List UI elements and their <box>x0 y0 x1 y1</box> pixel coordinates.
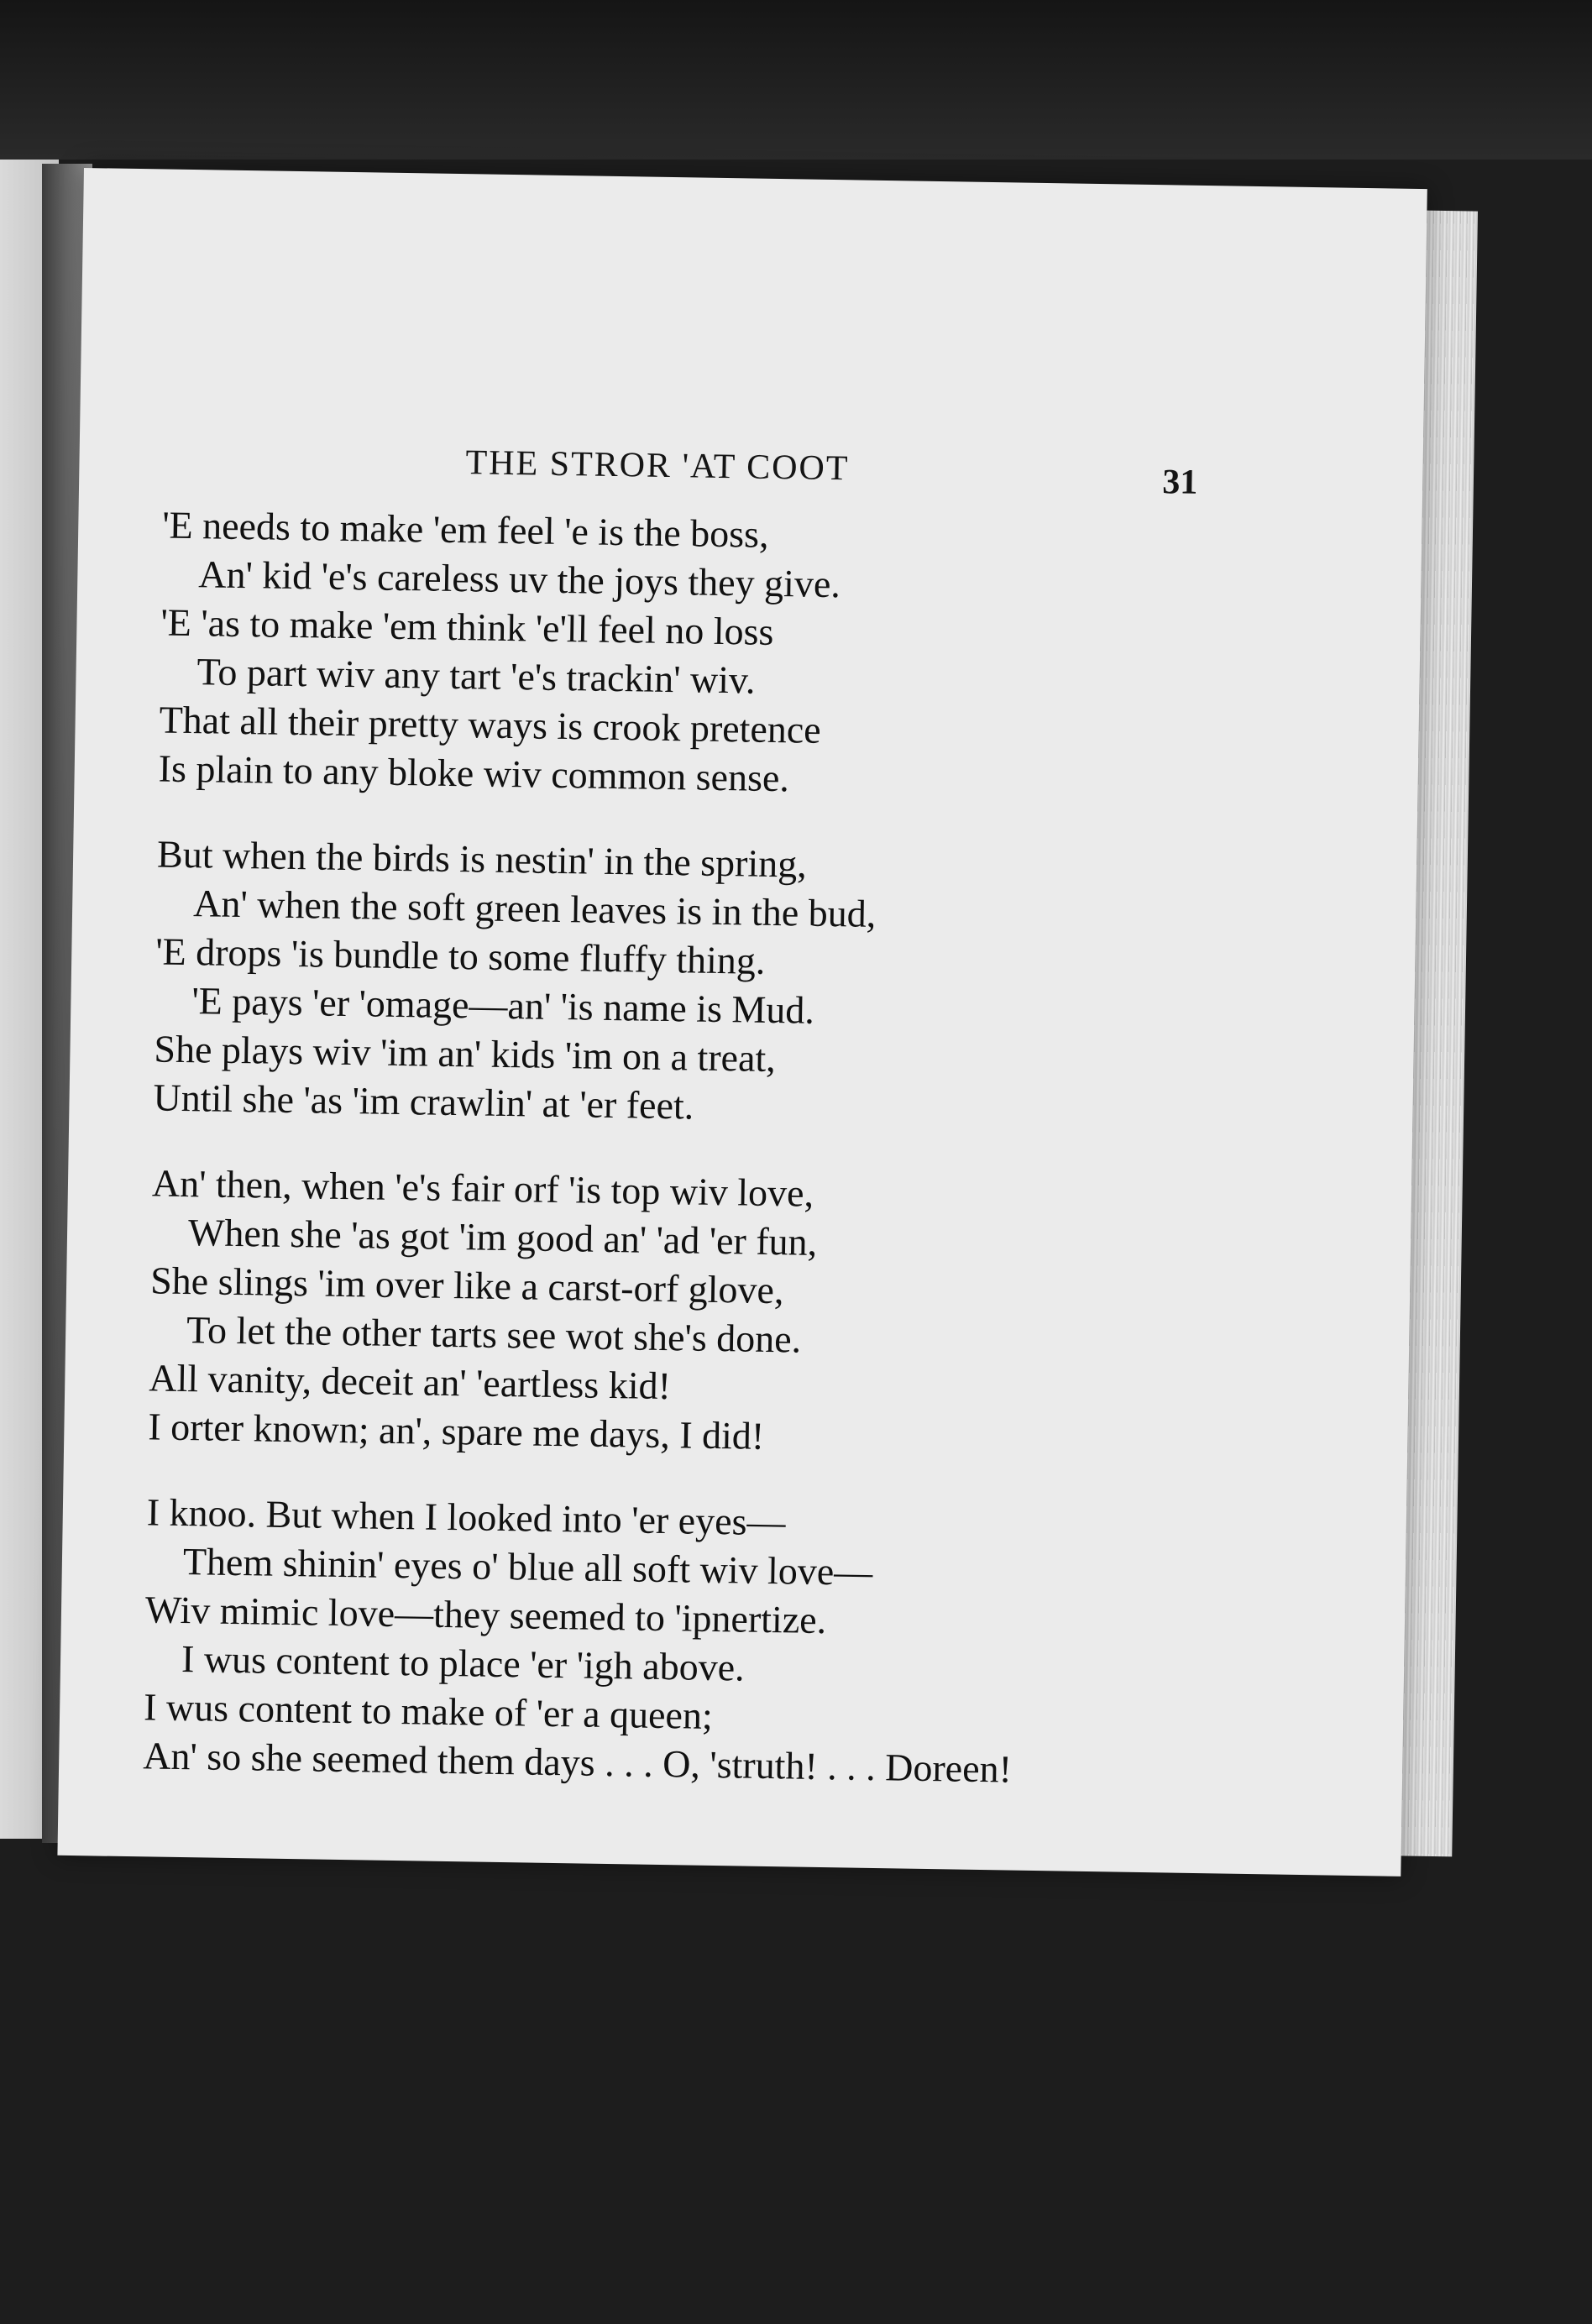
poem-line: Is plain to any bloke wiv common sense. <box>158 746 790 800</box>
stanza <box>143 1488 1239 1797</box>
poem-line: I wus content to place 'er 'igh above. <box>181 1637 746 1689</box>
running-title: THE STROR 'AT COOT <box>465 443 850 489</box>
poem-line: She slings 'im over like a carst-orf glove, <box>149 1259 784 1312</box>
stanza <box>153 830 1249 1138</box>
page-number: 31 <box>1161 463 1198 502</box>
poem-line: 'E needs to make 'em feel 'e is the boss, <box>161 503 769 556</box>
poem-line: An' then, when 'e's fair orf 'is top wiv love, <box>151 1161 814 1215</box>
stanza <box>148 1159 1244 1468</box>
poem-line: All vanity, deceit an' 'eartless kid! <box>148 1356 672 1408</box>
book-page <box>57 168 1427 1876</box>
poem-line: I wus content to make of 'er a queen; <box>143 1685 714 1737</box>
poem-line: 'E 'as to make 'em think 'e'll feel no loss <box>160 600 774 653</box>
poem-line: Until she 'as 'im crawlin' at 'er feet. <box>153 1076 694 1128</box>
poem-line: To part wiv any tart 'e's trackin' wiv. <box>196 650 756 702</box>
poem-line: 'E drops 'is bundle to some fluffy thing. <box>154 929 766 982</box>
poem-line: An' kid 'e's careless uv the joys they give. <box>198 552 841 606</box>
stanza <box>158 501 1254 810</box>
poem-line: I orter known; an', spare me days, I did! <box>148 1405 765 1458</box>
poem-line: An' when the soft green leaves is in the bud, <box>192 882 877 935</box>
poem-line: I knoo. But when I looked into 'er eyes— <box>146 1490 786 1544</box>
poem-line: That all their pretty ways is crook pretence <box>159 698 822 751</box>
poem-line: Wiv mimic love—they seemed to 'ipnertize. <box>144 1588 827 1642</box>
poem-line: But when the birds is nestin' in the spring, <box>156 832 808 886</box>
poem-line: Them shinin' eyes o' blue all soft wiv love— <box>182 1540 873 1594</box>
poem-line: She plays wiv 'im an' kids 'im on a treat, <box>154 1027 777 1081</box>
poem-line: An' so she seemed them days . . . O, 'struth! . . . Doreen! <box>142 1734 1013 1791</box>
poem-body <box>142 501 1254 1835</box>
scanner-backdrop <box>0 0 1592 160</box>
poem-line: When she 'as got 'im good an' 'ad 'er fun, <box>187 1211 818 1264</box>
poem-line: 'E pays 'er 'omage—an' 'is name is Mud. <box>191 979 815 1032</box>
poem-line: To let the other tarts see wot she's done. <box>186 1308 802 1361</box>
